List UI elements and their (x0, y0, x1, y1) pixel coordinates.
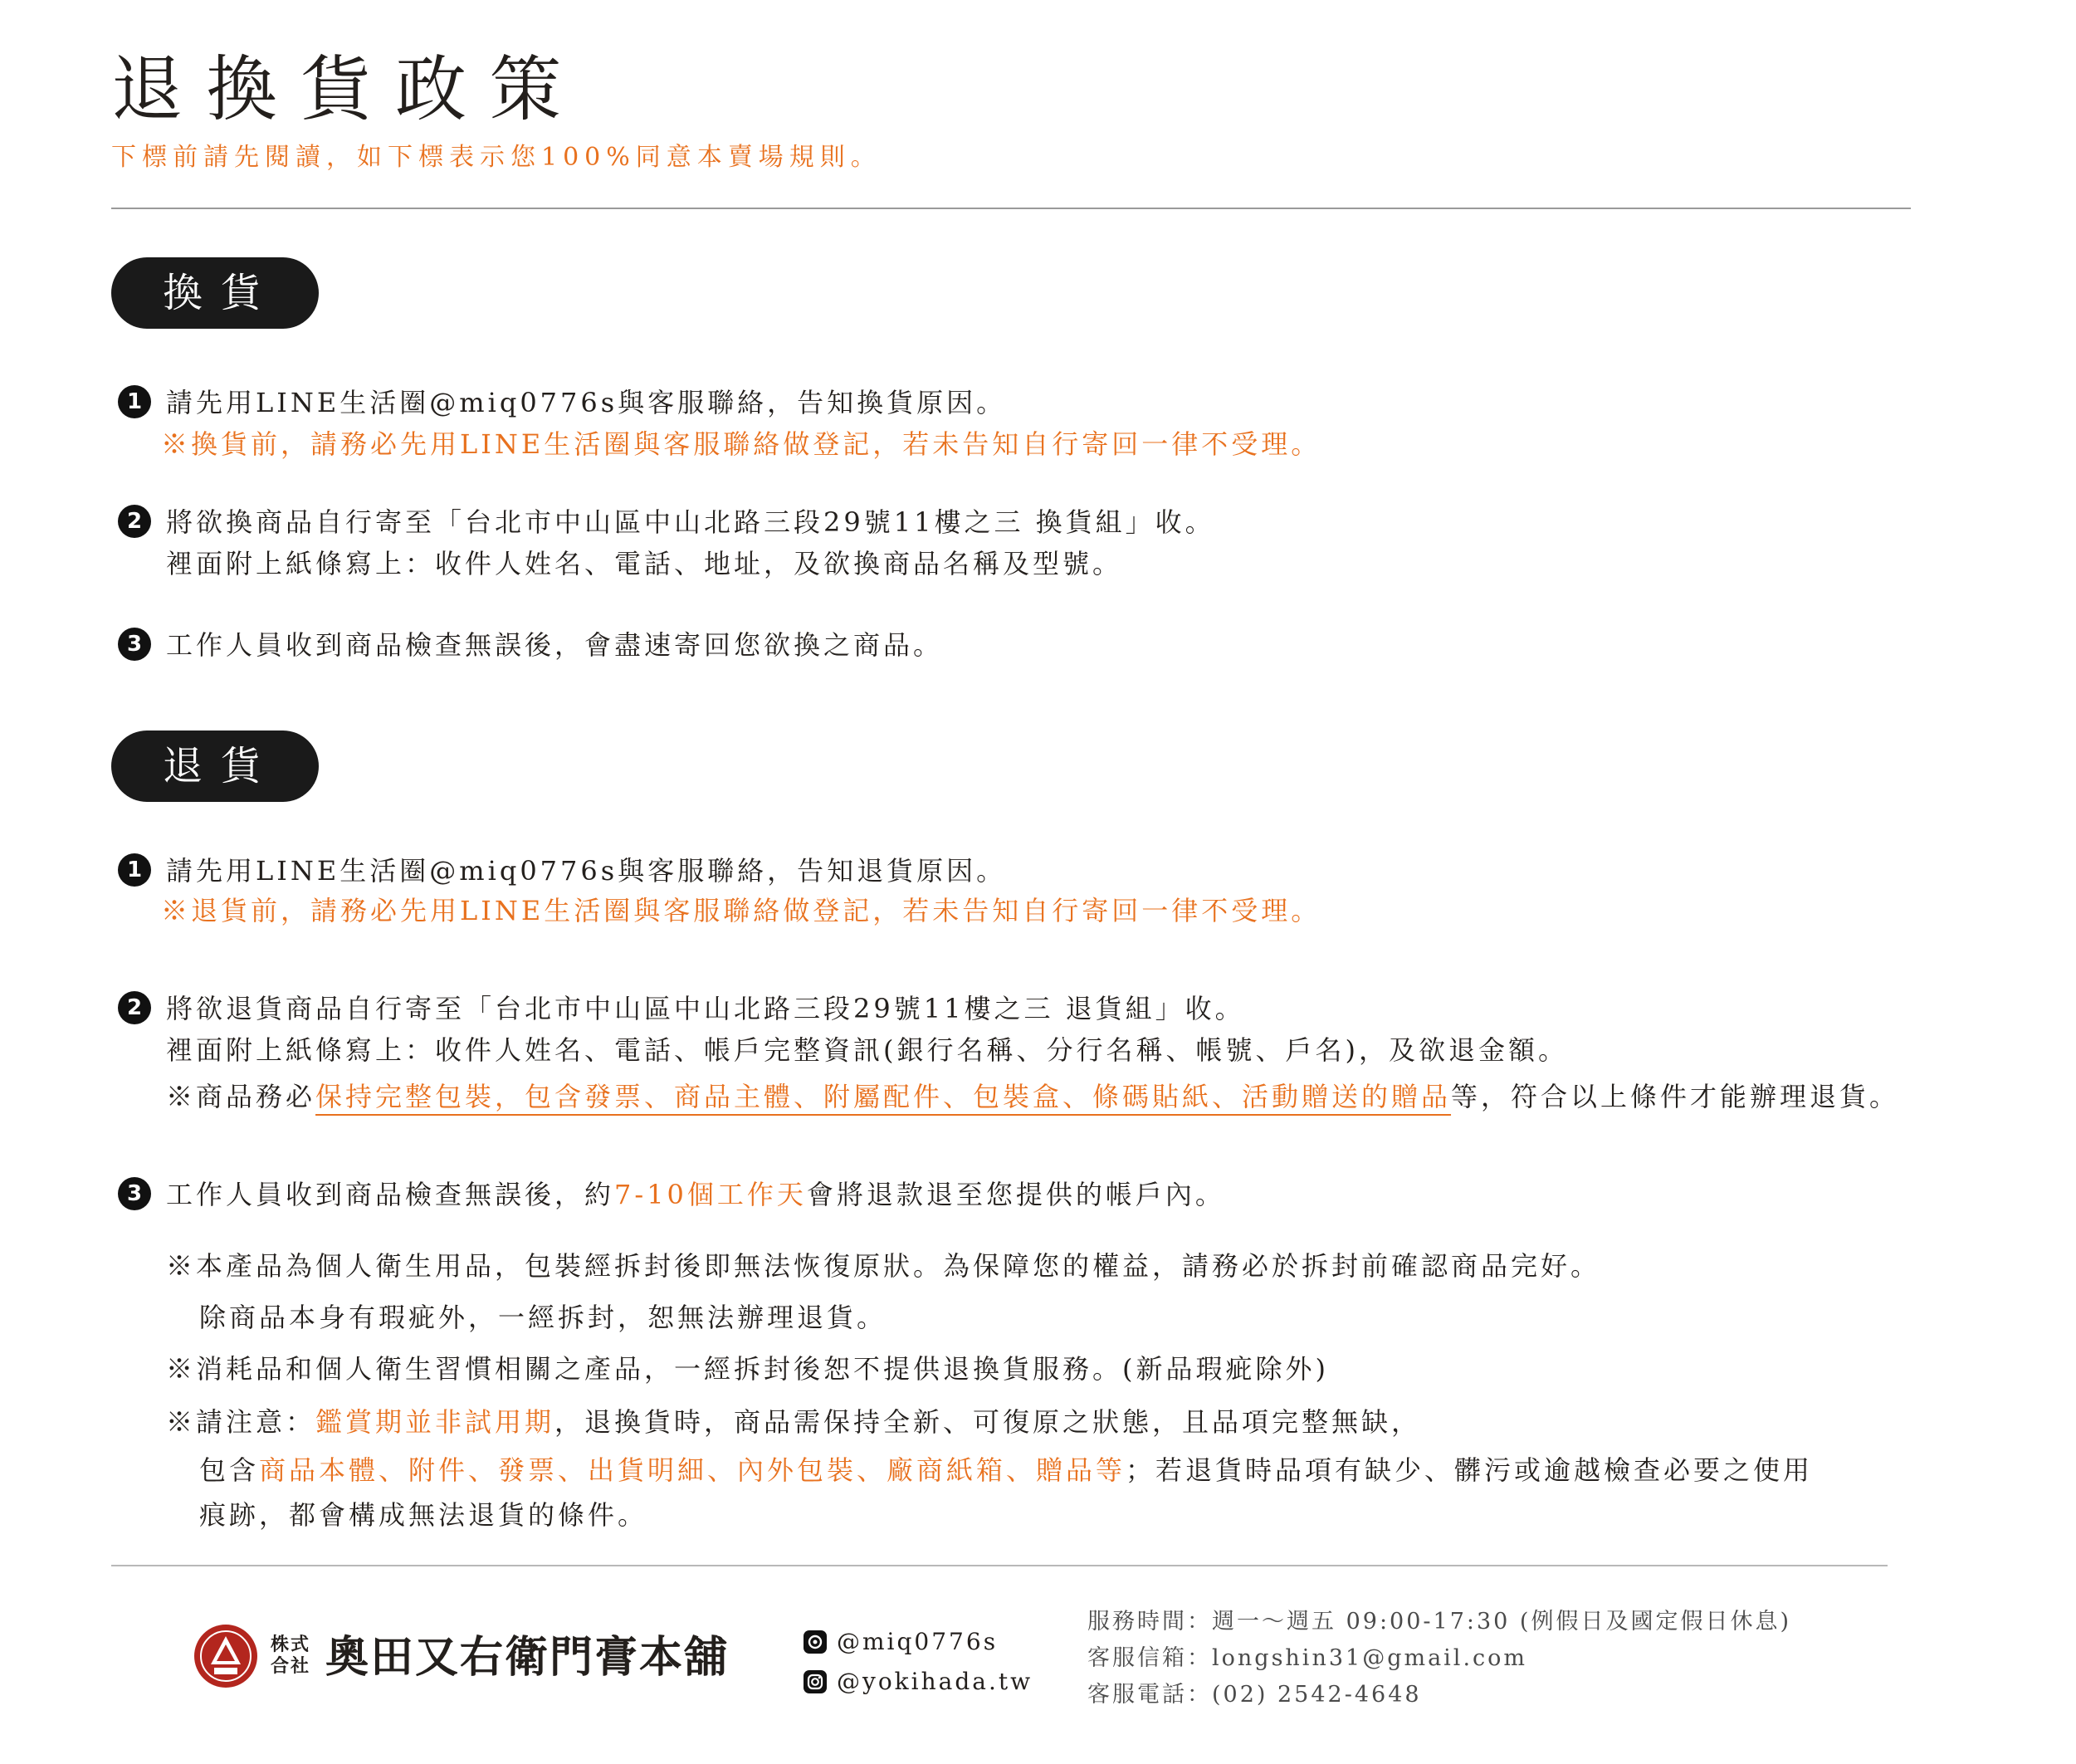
divider (111, 208, 1911, 209)
line-icon (804, 1630, 827, 1654)
instagram-handle: @yokihada.tw (837, 1668, 1033, 1695)
page-title: 退換貨政策 (111, 48, 584, 131)
footer-divider (111, 1565, 1888, 1566)
step-number-icon: 1 (118, 385, 151, 418)
exchange-step-2-detail: 裡面附上紙條寫上：收件人姓名、電話、地址，及欲換商品名稱及型號。 (166, 548, 1123, 579)
hygiene-note: ※本產品為個人衛生用品，包裝經拆封後即無法恢復原狀。為保障您的權益，請務必於拆封前確認商品完好。 (166, 1250, 1601, 1282)
exchange-step-1: 請先用LINE生活圈@miq0776s與客服聯絡，告知換貨原因。 (166, 387, 1007, 418)
company-seal-icon (193, 1623, 259, 1689)
step-number-icon: 1 (118, 853, 151, 887)
return-step-1-note: ※退貨前，請務必先用LINE生活圈與客服聯絡做登記，若未告知自行寄回一律不受理。 (161, 895, 1321, 926)
attention-note: ※請注意：鑑賞期並非試用期，退換貨時，商品需保持全新、可復原之狀態，且品項完整無缺， (166, 1406, 1422, 1438)
return-heading: 退貨 (111, 731, 319, 802)
instagram-contact[interactable] (804, 1665, 1033, 1698)
return-step-1: 請先用LINE生活圈@miq0776s與客服聯絡，告知退貨原因。 (166, 855, 1007, 887)
return-step-2-condition: ※商品務必保持完整包裝，包含發票、商品主體、附屬配件、包裝盒、條碼貼紙、活動贈送的贈品等，符合以上條件才能辦理退貨。 (166, 1081, 1900, 1112)
attention-note-end: 痕跡，都會構成無法退貨的條件。 (199, 1499, 648, 1531)
packaging-highlight: 保持完整包裝，包含發票、商品主體、附屬配件、包裝盒、條碼貼紙、活動贈送的贈品 (315, 1081, 1452, 1112)
return-step-2-detail: 裡面附上紙條寫上：收件人姓名、電話、帳戶完整資訊(銀行名稱、分行名稱、帳號、戶名)，及欲退金額。 (166, 1034, 1568, 1066)
return-step-3: 工作人員收到商品檢查無誤後，約7-10個工作天會將退款退至您提供的帳戶內。 (166, 1179, 1225, 1210)
exchange-step-2: 將欲換商品自行寄至「台北市中山區中山北路三段29號11樓之三 換貨組」收。 (166, 506, 1215, 538)
company-logo-text: 奧田又右衛門膏本舖 (325, 1633, 730, 1683)
step-number-icon: 2 (118, 505, 151, 538)
step-number-icon: 3 (118, 628, 151, 661)
service-phone: 客服電話：(02) 2542-4648 (1087, 1682, 1422, 1708)
attention-note-items: 包含商品本體、附件、發票、出貨明細、內外包裝、廠商紙箱、贈品等；若退貨時品項有缺少、髒污或逾越檢查必要之使用 (199, 1454, 1814, 1486)
step-number-icon: 3 (118, 1177, 151, 1210)
line-id: @miq0776s (837, 1628, 999, 1655)
company-type: 株式合社 (271, 1634, 311, 1677)
service-hours: 服務時間：週一～週五 09:00-17:30 (例假日及國定假日休息) (1087, 1609, 1791, 1635)
step-number-icon: 2 (118, 991, 151, 1024)
consumable-note: ※消耗品和個人衛生習慣相關之產品，一經拆封後恕不提供退換貨服務。(新品瑕疵除外) (166, 1353, 1329, 1385)
service-email: 客服信箱：longshin31@gmail.com (1087, 1645, 1528, 1671)
exchange-heading: 換貨 (111, 257, 319, 329)
line-contact[interactable] (804, 1625, 998, 1659)
page-subtitle: 下標前請先閱讀，如下標表示您100%同意本賣場規則。 (111, 143, 882, 172)
return-step-2: 將欲退貨商品自行寄至「台北市中山區中山北路三段29號11樓之三 退貨組」收。 (166, 993, 1245, 1024)
exchange-step-1-note: ※換貨前，請務必先用LINE生活圈與客服聯絡做登記，若未告知自行寄回一律不受理。 (161, 428, 1321, 460)
exchange-step-3: 工作人員收到商品檢查無誤後，會盡速寄回您欲換之商品。 (166, 629, 944, 661)
instagram-icon (804, 1670, 827, 1693)
hygiene-note-2: 除商品本身有瑕疵外，一經拆封，恕無法辦理退貨。 (199, 1302, 887, 1333)
